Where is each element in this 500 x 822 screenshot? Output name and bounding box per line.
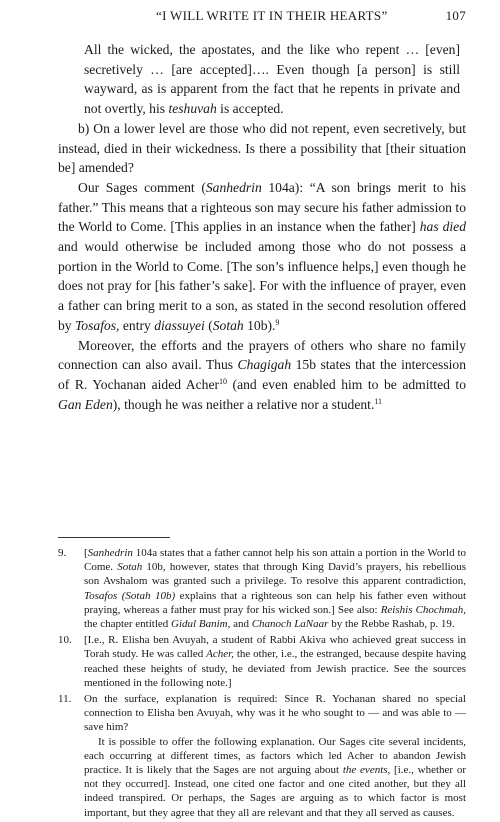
footnote-text: [84, 633, 466, 690]
text-run: (: [204, 317, 213, 333]
text-run: [: [84, 547, 88, 559]
italic-run: Gidul Banim,: [171, 618, 231, 631]
main-text: [58, 40, 466, 414]
italic-run: has died: [419, 219, 467, 235]
italic-run: Reishis Chochmah,: [380, 603, 466, 616]
footnote-number: 9.: [58, 547, 67, 559]
block-quote: [58, 40, 466, 119]
italic-run: Sotah: [212, 317, 244, 333]
footnote-number: 10.: [58, 634, 72, 647]
text-run: Moreover, the efforts and the prayers of others who share no family connection can also avail. Thus: [58, 337, 466, 373]
italic-run: Tosafos,: [75, 317, 120, 333]
text-run: ), though he was neither a relative nor a student.: [112, 396, 375, 412]
text-run: [i.e., whether or not they occurred]. Instead, one cited one factor and one cited another, but they all indeed transpired. Or perhaps, the Sages are arguing as to which factor is most important, but they agree that they all are relevant and that they all served as causes.: [84, 764, 466, 819]
italic-run: Chagigah: [237, 357, 292, 373]
footnote-ref-9[interactable]: 9: [275, 317, 280, 327]
text-run: It is possible to offer the following explanation. Our Sages cite several incidents, each occurring at different times, as factors which led Acher to abandon Jewish practice. It is likely that the Sages are not arguing about: [84, 735, 466, 777]
text-run: 10b).: [243, 317, 276, 333]
text-run: and: [230, 618, 252, 631]
footnote-paragraph: [84, 735, 466, 820]
running-title: “I WILL WRITE IT IN THEIR HEARTS”: [156, 8, 388, 23]
italic-run: the events,: [342, 764, 391, 777]
italic-run: Sanhedrin: [205, 179, 262, 195]
text-run: Our Sages comment (: [78, 179, 206, 195]
text-run: the other, i.e., the estranged, because despite having reached these heights of study, he deviated from Jewish practice. See the sources mentioned in the following note.]: [84, 648, 466, 689]
footnote-rule: [58, 537, 170, 538]
footnote-number: 11.: [58, 693, 72, 706]
italic-run: Acher,: [206, 648, 234, 661]
italic-run: Sanhedrin: [87, 547, 133, 559]
footnote-text: [84, 692, 466, 820]
text-run: explains that a righteous son can help his father even without praying, whereas a father must pray for his wicked son.] See also:: [84, 589, 466, 616]
quote-emphasis: teshuvah: [168, 101, 217, 117]
paragraph-sages: [58, 178, 466, 336]
quote-text: All the wicked, the apostates, and the like who repent … [even] secretively … [are accepted]…. Even though [a person] is still wayward, as is apparent from the fact that he repents in private and not overtly, his: [84, 42, 460, 117]
text-run: by the Rebbe Rashab, p. 19.: [328, 618, 455, 631]
text-run: 104a): “A son brings merit to his father.” This means that a righteous son may secure his father admission to the World to Come. [This applies in an instance when the father]: [58, 179, 466, 235]
footnotes: [58, 546, 466, 822]
italic-run: diassuyei: [154, 317, 205, 333]
footnote-9: [58, 546, 466, 631]
text-run: [I.e., R. Elisha ben Avuyah, a student of Rabbi Akiva who achieved great success in Torah study. He was called: [84, 634, 466, 661]
italic-run: Chanoch LaNaar: [251, 618, 329, 631]
text-run: 15b states that the intercession of R. Yochanan aided Acher: [58, 357, 466, 392]
text-run: entry: [119, 317, 155, 333]
running-header: [58, 8, 466, 26]
text-run: 10b, however, states that through King David’s prayers, his rebellious son Avshalom was granted such a privilege. To resolve this apparent contradiction,: [84, 561, 466, 588]
footnote-11: [58, 692, 466, 820]
text-run: (and even enabled him to be admitted to: [227, 376, 466, 392]
text-run: and would otherwise be included among those who do not possess a portion in the World to Come. [The son’s influence helps,] even though he does not pray for [his father’s sake]. For with the influence of prayer, even a father can bring merit to a son, as stated in the second resolution offered by: [58, 239, 466, 333]
paragraph-b: b) On a lower level are those who did not repent, even secretively, but instead, died in their wickedness. Is there a possibility that [their situation be] amended?: [58, 120, 466, 176]
italic-run: Tosafos (Sotah 10b): [84, 589, 176, 602]
italic-run: Gan Eden: [58, 396, 113, 412]
page-number: 107: [445, 8, 466, 23]
text-run: the chapter entitled: [84, 618, 172, 631]
footnote-10: [58, 633, 466, 690]
footnote-ref-11[interactable]: 11: [374, 396, 383, 406]
italic-run: Sotah: [117, 561, 143, 574]
footnote-ref-10[interactable]: 10: [219, 376, 228, 386]
quote-text-end: is accepted.: [216, 101, 284, 117]
paragraph-moreover: [58, 336, 466, 415]
footnote-text: [84, 546, 466, 631]
text-run: 104a states that a father cannot help his son attain a portion in the World to Come.: [84, 547, 466, 574]
footnote-paragraph: On the surface, explanation is required: Since R. Yochanan shared no special connection to Elisha ben Avuyah, why was it he who sought to — and was able to — save him?: [84, 693, 466, 734]
